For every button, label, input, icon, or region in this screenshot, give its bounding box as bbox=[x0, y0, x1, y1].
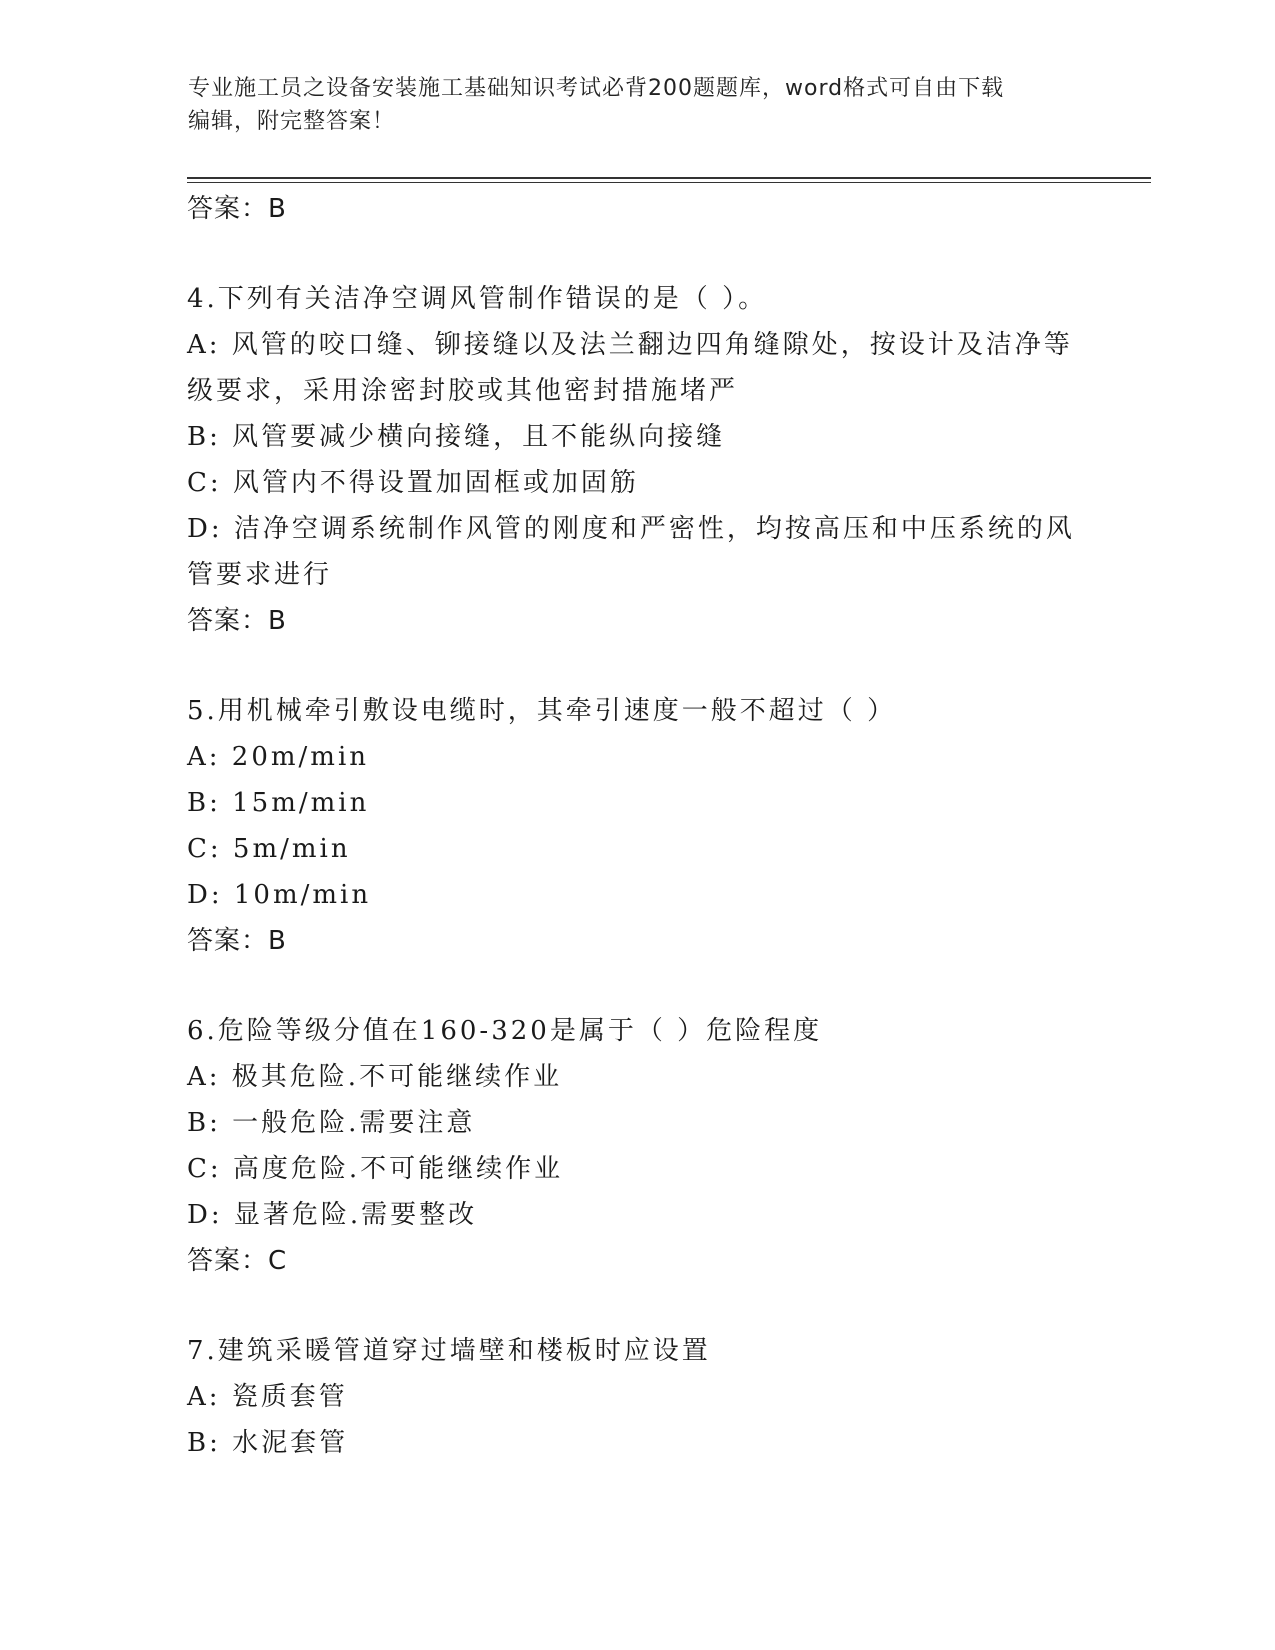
option-line: A: 极其危险.不可能继续作业 bbox=[187, 1062, 563, 1092]
answer-line: 答案：B bbox=[187, 926, 287, 956]
option-line: A: 20m/min bbox=[187, 742, 370, 772]
answer-line: 答案：B bbox=[187, 606, 287, 636]
option-line: 级要求，采用涂密封胶或其他密封措施堵严 bbox=[187, 376, 739, 406]
header-line-1: 专业施工员之设备安装施工基础知识考试必背200题题库，word格式可自由下载 bbox=[188, 76, 1005, 101]
option-line: C: 5m/min bbox=[187, 834, 351, 864]
option-line: D: 10m/min bbox=[187, 880, 372, 910]
option-line: C: 风管内不得设置加固框或加固筋 bbox=[187, 468, 639, 498]
option-line: B: 15m/min bbox=[187, 788, 370, 818]
header-divider-thin bbox=[187, 182, 1151, 183]
question-block bbox=[187, 1328, 1087, 1466]
question-block bbox=[187, 276, 1087, 644]
answer-line: 答案：C bbox=[187, 1246, 288, 1276]
spacer bbox=[187, 964, 1087, 1008]
answer-line: 答案：B bbox=[187, 194, 287, 224]
header-divider bbox=[187, 177, 1151, 179]
spacer bbox=[187, 644, 1087, 688]
option-line: D: 洁净空调系统制作风管的刚度和严密性，均按高压和中压系统的风 bbox=[187, 514, 1075, 544]
option-line: B: 风管要减少横向接缝，且不能纵向接缝 bbox=[187, 422, 726, 452]
option-line: 管要求进行 bbox=[187, 560, 333, 590]
question-title: 4.下列有关洁净空调风管制作错误的是（ ）。 bbox=[187, 284, 768, 314]
spacer bbox=[187, 1284, 1087, 1328]
question-block bbox=[187, 688, 1087, 964]
question-title: 5.用机械牵引敷设电缆时，其牵引速度一般不超过（ ） bbox=[187, 696, 897, 726]
question-title: 7.建筑采暖管道穿过墙壁和楼板时应设置 bbox=[187, 1336, 711, 1366]
option-line: C: 高度危险.不可能继续作业 bbox=[187, 1154, 564, 1184]
option-line: A: 风管的咬口缝、铆接缝以及法兰翻边四角缝隙处，按设计及洁净等 bbox=[187, 330, 1073, 360]
question-list bbox=[187, 186, 1087, 1466]
spacer bbox=[187, 232, 1087, 276]
option-line: A: 瓷质套管 bbox=[187, 1382, 348, 1412]
header-line-2: 编辑，附完整答案！ bbox=[188, 109, 396, 134]
option-line: B: 一般危险.需要注意 bbox=[187, 1108, 476, 1138]
option-line: B: 水泥套管 bbox=[187, 1428, 349, 1458]
question-title: 6.危险等级分值在160-320是属于（ ）危险程度 bbox=[187, 1016, 823, 1046]
document-header bbox=[188, 72, 1068, 138]
option-line: D: 显著危险.需要整改 bbox=[187, 1200, 478, 1230]
question-block bbox=[187, 1008, 1087, 1284]
